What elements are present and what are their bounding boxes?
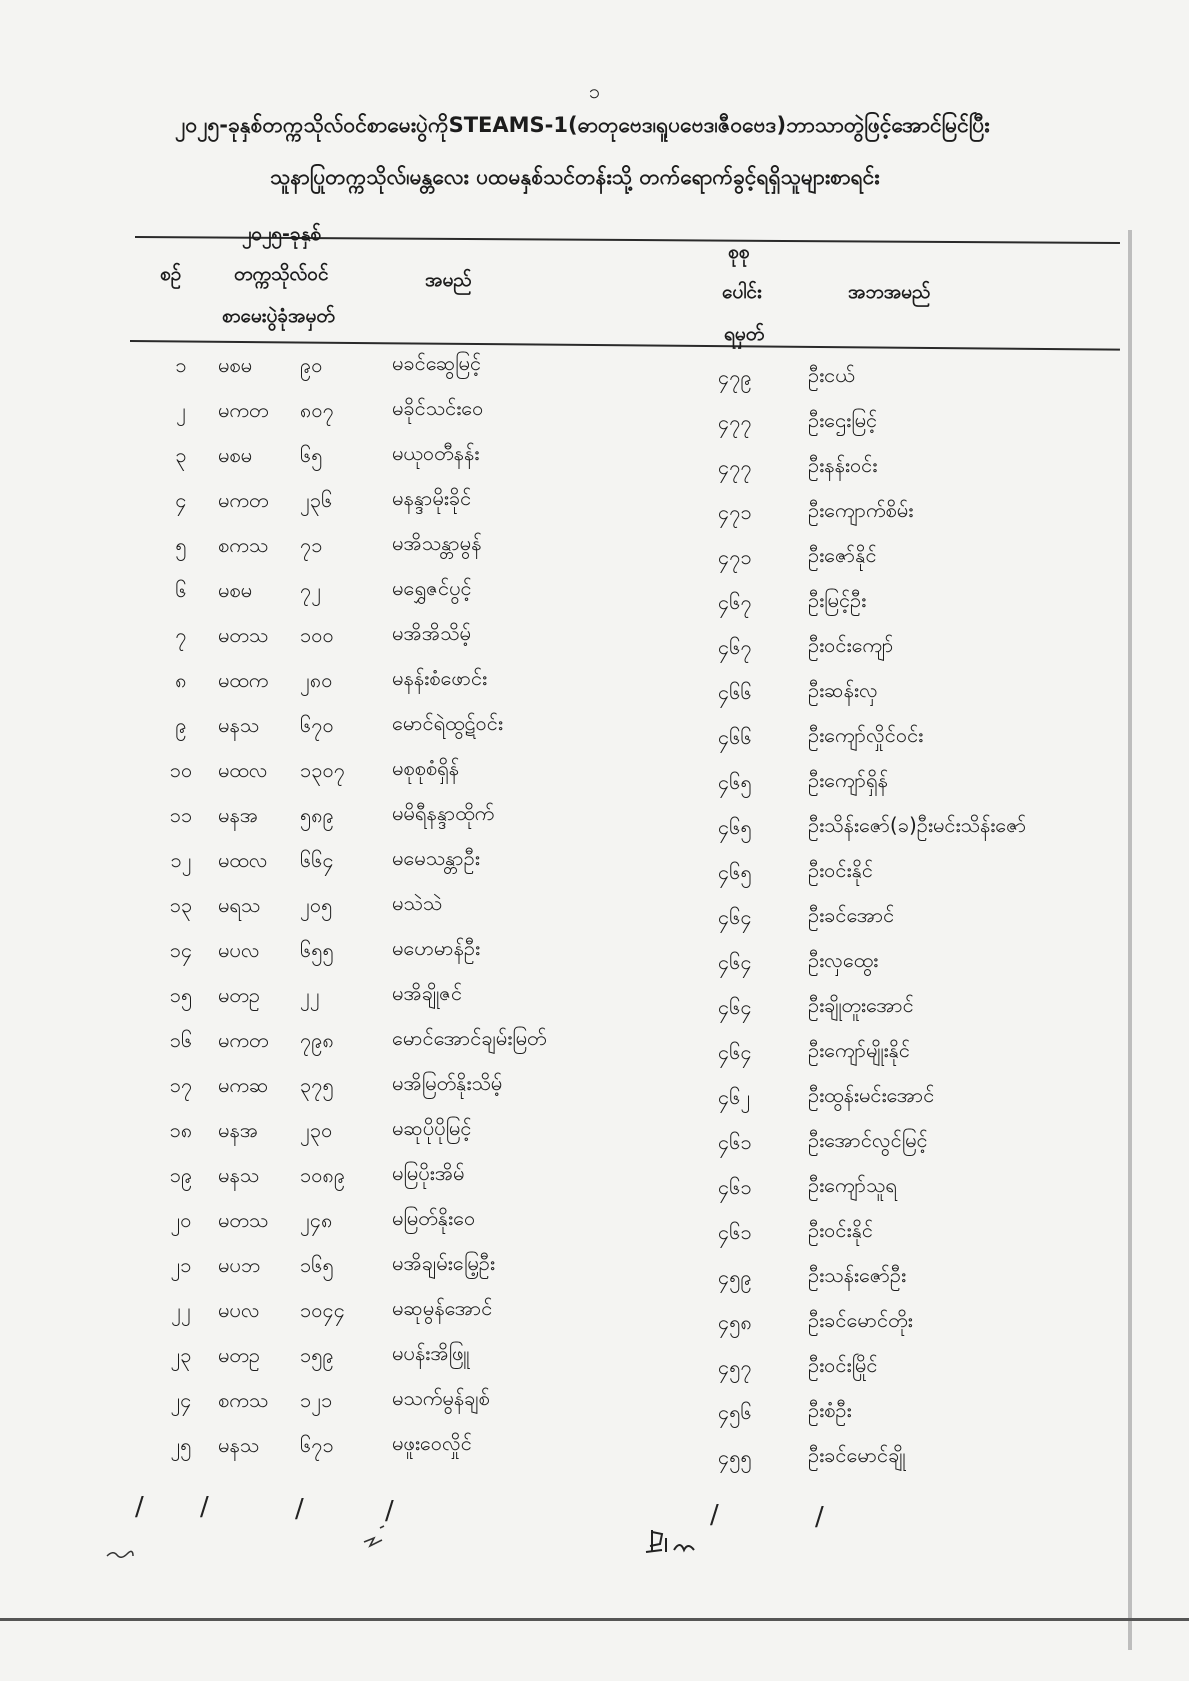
- exam-center: မရသ: [218, 893, 261, 917]
- serial-number: ၅: [175, 533, 187, 557]
- serial-number: ၃: [175, 443, 187, 467]
- closing-marks: [0, 1480, 1189, 1580]
- exam-center: မတသ: [218, 1208, 269, 1232]
- roll-number: ၁၅၉: [300, 1343, 334, 1367]
- total-score: ၄၆၄: [718, 995, 752, 1019]
- father-name: ဦးကျော်သူရ: [808, 1173, 897, 1197]
- student-name: မဟေမာန်ဦး: [392, 936, 481, 960]
- roll-number: ၆၇၁: [300, 1433, 334, 1457]
- father-name: ဦးစံဦး: [808, 1398, 852, 1422]
- total-score: ၄၆၇: [718, 635, 752, 659]
- header-score-line-3: ရမှတ်: [724, 323, 765, 345]
- serial-number: ၂၁: [170, 1253, 192, 1277]
- father-name: ဦးခင်မောင်ချို: [808, 1443, 906, 1467]
- roll-number: ၁၂၁: [300, 1388, 333, 1412]
- slash-mark: /: [710, 1500, 719, 1530]
- exam-center: စကသ: [218, 1388, 269, 1412]
- serial-number: ၁၁: [169, 803, 193, 827]
- serial-number: ၆: [175, 578, 187, 602]
- serial-number: ၉: [175, 713, 187, 737]
- serial-number: ၁၉: [169, 1163, 193, 1187]
- serial-number: ၂၂: [171, 1298, 191, 1322]
- serial-number: ၂၃: [170, 1343, 192, 1367]
- page-bottom-edge: [0, 1618, 1189, 1621]
- student-name: မပန်းအိဖြူ: [392, 1341, 470, 1365]
- exam-center: မနအ: [218, 803, 259, 827]
- exam-center: မကတ: [218, 488, 269, 512]
- header-exam-line-2: တက္ကသိုလ်ဝင်: [234, 263, 329, 285]
- student-name: မသက်မွန်ချစ်: [392, 1386, 490, 1410]
- father-name: ဦးခင်အောင်: [808, 903, 895, 927]
- signature-mark-icon: [360, 1520, 400, 1550]
- exam-center: မနသ: [218, 713, 260, 737]
- table-row: [0, 1068, 1189, 1113]
- student-name: မအိသန္တာမွန်: [392, 531, 482, 555]
- serial-number: ၂: [176, 398, 186, 422]
- total-score: ၄၆၇: [718, 590, 752, 614]
- total-score: ၄၅၇: [718, 1355, 752, 1379]
- father-name: ဦးကျော်လှိုင်ဝင်း: [808, 723, 924, 747]
- father-name: ဦးမြင့်ဦး: [808, 588, 867, 612]
- header-exam-line-3: စာမေးပွဲခုံအမှတ်: [222, 305, 335, 327]
- student-name: မအိမြတ်နိုးသိမ့်: [392, 1071, 503, 1095]
- header-exam-line-1: ၂၀၂၅-ခုနှစ်: [242, 223, 322, 245]
- student-name: မမြတ်နိုးဝေ: [392, 1206, 476, 1230]
- student-name: မမြပိုးအိမ်: [392, 1161, 465, 1185]
- table-row: [0, 438, 1189, 483]
- serial-number: ၂၀: [170, 1208, 192, 1232]
- serial-number: ၁၀: [169, 758, 193, 782]
- total-score: ၄၆၆: [718, 680, 752, 704]
- table-row: [0, 483, 1189, 528]
- total-score: ၄၆၄: [718, 950, 752, 974]
- roll-number: ၇၂: [300, 578, 322, 602]
- table-row: [0, 1248, 1189, 1293]
- table-row: [0, 798, 1189, 843]
- table-row: [0, 708, 1189, 753]
- father-name: ဦးချိုတူးအောင်: [808, 993, 914, 1017]
- exam-center: မကတ: [218, 1028, 269, 1052]
- father-name: ဦးနန်းဝင်း: [808, 453, 878, 477]
- student-name: မယုဝတီနန်း: [392, 441, 480, 465]
- total-score: ၄၅၉: [718, 1265, 752, 1289]
- header-score-line-2: ပေါင်း: [722, 281, 762, 303]
- exam-center: မကတ: [218, 398, 269, 422]
- student-name: မအိချိုဇင်: [392, 981, 463, 1005]
- total-score: ၄၆၄: [718, 905, 752, 929]
- initial-mark-icon: [105, 1548, 135, 1558]
- exam-center: မစမ: [218, 353, 253, 377]
- father-name: ဦးငယ်: [808, 363, 855, 387]
- exam-center: မနသ: [218, 1433, 260, 1457]
- header-father-name: အဘအမည်: [848, 281, 931, 303]
- roll-number: ၆၆၄: [300, 848, 334, 872]
- roll-number: ၇၁: [300, 533, 323, 557]
- table-row: [0, 843, 1189, 888]
- exam-center: မထလ: [218, 758, 268, 782]
- exam-center: မပလ: [218, 1298, 260, 1322]
- header-name: အမည်: [425, 269, 472, 291]
- header-score-line-1: စုစု: [728, 241, 750, 263]
- serial-number: ၁၅: [169, 983, 193, 1007]
- total-score: ၄၆၁: [718, 1130, 752, 1154]
- serial-number: ၂၄: [170, 1388, 192, 1412]
- roll-number: ၁၃၀၇: [300, 758, 345, 782]
- roll-number: ၈၀၇: [300, 398, 334, 422]
- table-row: [0, 1383, 1189, 1428]
- serial-number: ၁: [175, 353, 187, 377]
- table-row: [0, 528, 1189, 573]
- table-row: [0, 573, 1189, 618]
- slash-mark: /: [295, 1494, 304, 1524]
- father-name: ဦးလှထွေး: [808, 948, 879, 972]
- serial-number: ၄: [175, 488, 187, 512]
- total-score: ၄၇၉: [718, 365, 752, 389]
- table-row: [0, 1203, 1189, 1248]
- serial-number: ၁၈: [169, 1118, 193, 1142]
- total-score: ၄၆၅: [718, 815, 752, 839]
- table-row: [0, 753, 1189, 798]
- slash-mark: /: [135, 1492, 144, 1522]
- serial-number: ၁၇: [169, 1073, 193, 1097]
- roll-number: ၉၀: [300, 353, 323, 377]
- exam-center: မပလ: [218, 938, 260, 962]
- serial-number: ၁၆: [169, 1028, 193, 1052]
- student-name: မနန္ဒာမိုးခိုင်: [392, 486, 472, 510]
- roll-number: ၅၈၉: [300, 803, 334, 827]
- exam-center: မတသ: [218, 623, 269, 647]
- roll-number: ၂၈၀: [300, 668, 333, 692]
- total-score: ၄၇၁: [718, 545, 752, 569]
- father-name: ဦးဝင်းနိုင်: [808, 1218, 873, 1242]
- table-row: [0, 1293, 1189, 1338]
- father-name: ဦးဌေးမြင့်: [808, 408, 878, 432]
- exam-center: မနအ: [218, 1118, 259, 1142]
- document-title-line-1: ၂၀၂၅-ခုနှစ်တက္ကသိုလ်ဝင်စာမေးပွဲကိုSTEAMS-1(ဓာတုဗေဒ၊ရူပဗေဒ၊ဇီဝဗေဒ)ဘာသာတွဲဖြင့်အောင်မြင်ပြီး: [175, 113, 990, 137]
- total-score: ၄၆၁: [718, 1220, 752, 1244]
- serial-number: ၁၂: [170, 848, 192, 872]
- student-name: မဆုမွန်အောင်: [392, 1296, 493, 1320]
- page-number: ၁: [588, 79, 601, 103]
- table-row: [0, 348, 1189, 393]
- father-name: ဦးသန်းဇော်ဦး: [808, 1263, 907, 1287]
- student-name: မခိုင်သင်းဝေ: [392, 396, 484, 420]
- exam-center: မစမ: [218, 443, 253, 467]
- exam-center: မပဘ: [218, 1253, 261, 1277]
- father-name: ဦးဝင်းမြိုင်: [808, 1353, 878, 1377]
- father-name: ဦးခင်မောင်တိုး: [808, 1308, 913, 1332]
- father-name: ဦးအောင်လွင်မြင့်: [808, 1128, 928, 1152]
- father-name: ဦးဇော်နိုင်: [808, 543, 877, 567]
- serial-number: ၁၄: [169, 938, 193, 962]
- student-name: မဆုပိုပိုမြင့်: [392, 1116, 472, 1140]
- roll-number: ၁၀၄၄: [300, 1298, 345, 1322]
- total-score: ၄၅၈: [718, 1310, 752, 1334]
- table-row: [0, 933, 1189, 978]
- table-row: [0, 663, 1189, 708]
- table-row: [0, 1113, 1189, 1158]
- total-score: ၄၆၂: [718, 1085, 751, 1109]
- exam-center: စကသ: [218, 533, 269, 557]
- table-row: [0, 1338, 1189, 1383]
- student-name: မစုစုစံရှိန်: [392, 756, 460, 780]
- father-name: ဦးကျော်ရှိန်: [808, 768, 888, 792]
- exam-center: မနသ: [218, 1163, 260, 1187]
- father-name: ဦးဆန်းလှ: [808, 678, 878, 702]
- father-name: ဦးကျော်မျိုးနိုင်: [808, 1038, 910, 1062]
- total-score: ၄၅၅: [718, 1445, 752, 1469]
- roll-number: ၂၀၅: [300, 893, 333, 917]
- roll-number: ၇၉၈: [300, 1028, 334, 1052]
- exam-center: မကဆ: [218, 1073, 269, 1097]
- serial-number: ၂၅: [170, 1433, 192, 1457]
- table-row: [0, 1428, 1189, 1473]
- total-score: ၄၆၅: [718, 860, 752, 884]
- document-title-line-2: သူနာပြုတက္ကသိုလ်၊မန္တလေး ပထမနှစ်သင်တန်းသို့ တက်ရောက်ခွင့်ရရှိသူများစာရင်း: [270, 165, 880, 189]
- student-name: မောင်ရဲထွဋ်ဝင်း: [392, 711, 503, 735]
- total-score: ၄၆၄: [718, 1040, 752, 1064]
- student-name: မသဲသဲ: [392, 891, 443, 915]
- exam-center: မထလ: [218, 848, 268, 872]
- father-name: ဦးကျောက်စိမ်း: [808, 498, 914, 522]
- table-row: [0, 618, 1189, 663]
- student-name: မခင်ဆွေမြင့်: [392, 351, 482, 375]
- student-name: မောင်အောင်ချမ်းမြတ်: [392, 1026, 547, 1050]
- father-name: ဦးသိန်းဇော်(ခ)ဦးမင်းသိန်းဇော်: [808, 813, 1027, 837]
- student-name: မမေသန္တာဦး: [392, 846, 480, 870]
- roll-number: ၂၂: [300, 983, 320, 1007]
- roll-number: ၃၇၅: [300, 1073, 334, 1097]
- table-row: [0, 393, 1189, 438]
- roll-number: ၆၅: [300, 443, 323, 467]
- serial-number: ၈: [175, 668, 187, 692]
- exam-center: မတဥ: [218, 983, 260, 1007]
- total-score: ၄၆၆: [718, 725, 752, 749]
- roll-number: ၁၆၅: [300, 1253, 334, 1277]
- roll-number: ၂၃၀: [300, 1118, 333, 1142]
- roll-number: ၂၃၆: [300, 488, 333, 512]
- table-row: [0, 1158, 1189, 1203]
- exam-center: မထက: [218, 668, 269, 692]
- father-name: ဦးထွန်းမင်းအောင်: [808, 1083, 935, 1107]
- signature-icon: [640, 1520, 720, 1560]
- student-name: မဖူးဝေလှိုင်: [392, 1431, 472, 1455]
- header-serial: စဉ်: [160, 263, 182, 285]
- total-score: ၄၇၇: [718, 455, 752, 479]
- total-score: ၄၅၆: [718, 1400, 752, 1424]
- total-score: ၄၇၇: [718, 410, 752, 434]
- student-name: မရွှေဇင်ပွင့်: [392, 576, 472, 600]
- roll-number: ၁၀၀: [300, 623, 334, 647]
- exam-center: မတဥ: [218, 1343, 260, 1367]
- slash-mark: /: [200, 1492, 209, 1522]
- data-table-body: [0, 348, 1189, 1473]
- slash-mark: /: [385, 1496, 394, 1526]
- student-name: မအိချမ်းမြေ့ဦး: [392, 1251, 495, 1275]
- serial-number: ၁၃: [169, 893, 193, 917]
- roll-number: ၆၅၅: [300, 938, 334, 962]
- total-score: ၄၇၁: [718, 500, 752, 524]
- father-name: ဦးဝင်းနိုင်: [808, 858, 873, 882]
- table-row: [0, 1023, 1189, 1068]
- roll-number: ၂၄၈: [300, 1208, 333, 1232]
- exam-center: မစမ: [218, 578, 253, 602]
- father-name: ဦးဝင်းကျော်: [808, 633, 894, 657]
- slash-mark: /: [815, 1502, 824, 1532]
- student-name: မနန်းစံဖောင်း: [392, 666, 488, 690]
- student-name: မမိရီနန္ဒာထိုက်: [392, 801, 495, 825]
- student-name: မအိအိသိမ့်: [392, 621, 471, 645]
- total-score: ၄၆၁: [718, 1175, 752, 1199]
- serial-number: ၇: [175, 623, 187, 647]
- roll-number: ၁၀၈၉: [300, 1163, 346, 1187]
- table-row: [0, 888, 1189, 933]
- roll-number: ၆၇၀: [300, 713, 334, 737]
- table-row: [0, 978, 1189, 1023]
- total-score: ၄၆၅: [718, 770, 752, 794]
